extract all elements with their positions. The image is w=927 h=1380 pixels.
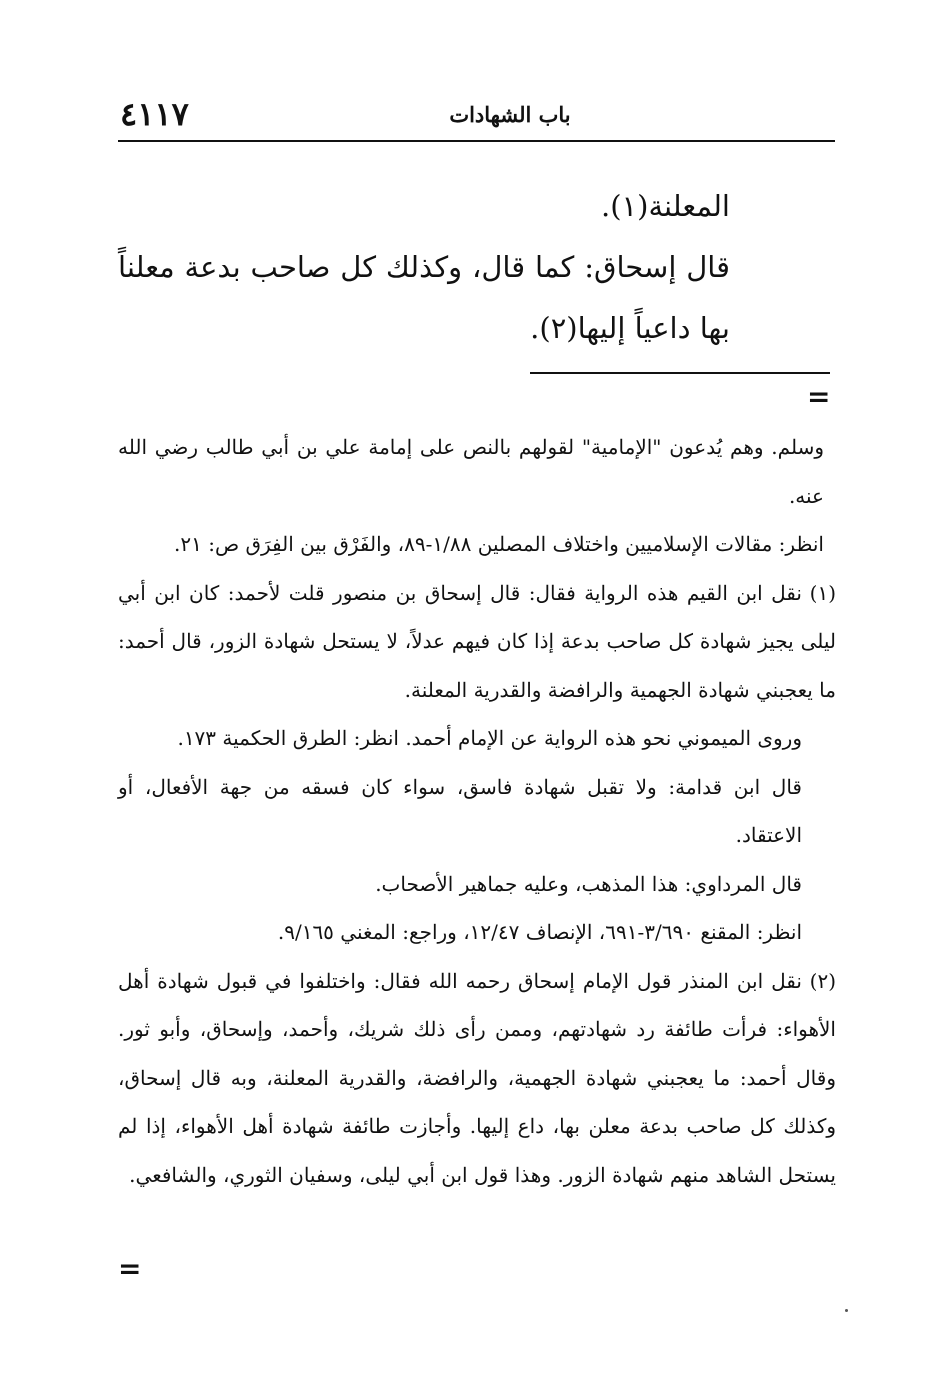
footnote-number: (١) [809,580,836,605]
running-head: باب الشهادات [449,102,571,127]
footnote-separator [530,372,830,374]
footnote-paragraph: انظر: المقنع ٣/٦٩٠-٦٩١، الإنصاف ١٢/٤٧، وراجع: المغني ٩/١٦٥. [277,920,802,944]
header-rule [118,140,835,142]
footnotes [118,423,836,1199]
page-number: ٤١١٧ [120,95,189,133]
footnote-number: (٢) [809,968,836,993]
footnote-continued-paragraph: وسلم. وهم يُدعون "الإمامية" لقولهم بالنص على إمامة علي بن أبي طالب رضي الله عنه. [118,435,824,508]
footnote-continued-paragraph: انظر: مقالات الإسلاميين واختلاف المصلين ١/٨٨-٨٩، والفَرْق بين الفِرَق ص: ٢١. [174,532,824,556]
continuation-mark-bottom: = [118,1252,142,1285]
footnote-text: نقل ابن القيم هذه الرواية فقال: قال إسحاق بن منصور قلت لأحمد: كان ابن أبي ليلى يجيز شهادة كل صاحب بدعة إذا كان فيهم عدلاً، لا يستحل شهادة الزور، قال أحمد: ما يعجبني شهادة الجهمية والرافضة والقدرية المعلنة. [118,580,836,702]
continuation-mark-top: = [807,380,831,413]
footnote-paragraph: قال ابن قدامة: ولا تقبل شهادة فاسق، سواء كان فسقه من جهة الأفعال، أو الاعتقاد. [118,774,802,847]
footnote-paragraph: وروى الميموني نحو هذه الرواية عن الإمام أحمد. انظر: الطرق الحكمية ١٧٣. [177,726,802,750]
scan-dot [845,1309,848,1312]
footnote-1 [118,569,836,715]
footnote-text: نقل ابن المنذر قول الإمام إسحاق رحمه الله فقال: واختلفوا في قبول شهادة أهل الأهواء: فرأت طائفة رد شهادتهم، وممن رأى ذلك شريك، وأحمد، وإسحاق، وأبو ثور. وقال أحمد: ما يعجبني شهادة الجهمية، والرافضة، والقدرية المعلنة، وبه قال إسحاق، وكذلك كل صاحب بدعة معلن بها، داع إليها. وأجازت طائفة شهادة أهل الأهواء، إذا لم يستحل الشاهد منهم شهادة الزور. وهذا قول ابن أبي ليلى، وسفيان الثوري، والشافعي. [118,968,836,1187]
main-text [118,176,730,359]
main-paragraph: المعلنة(١). [601,189,730,223]
footnote-2 [118,957,836,1200]
footnote-paragraph: قال المرداوي: هذا المذهب، وعليه جماهير الأصحاب. [375,871,802,896]
main-paragraph: قال إسحاق: كما قال، وكذلك كل صاحب بدعة معلناً بها داعياً إليها(٢). [118,250,730,345]
